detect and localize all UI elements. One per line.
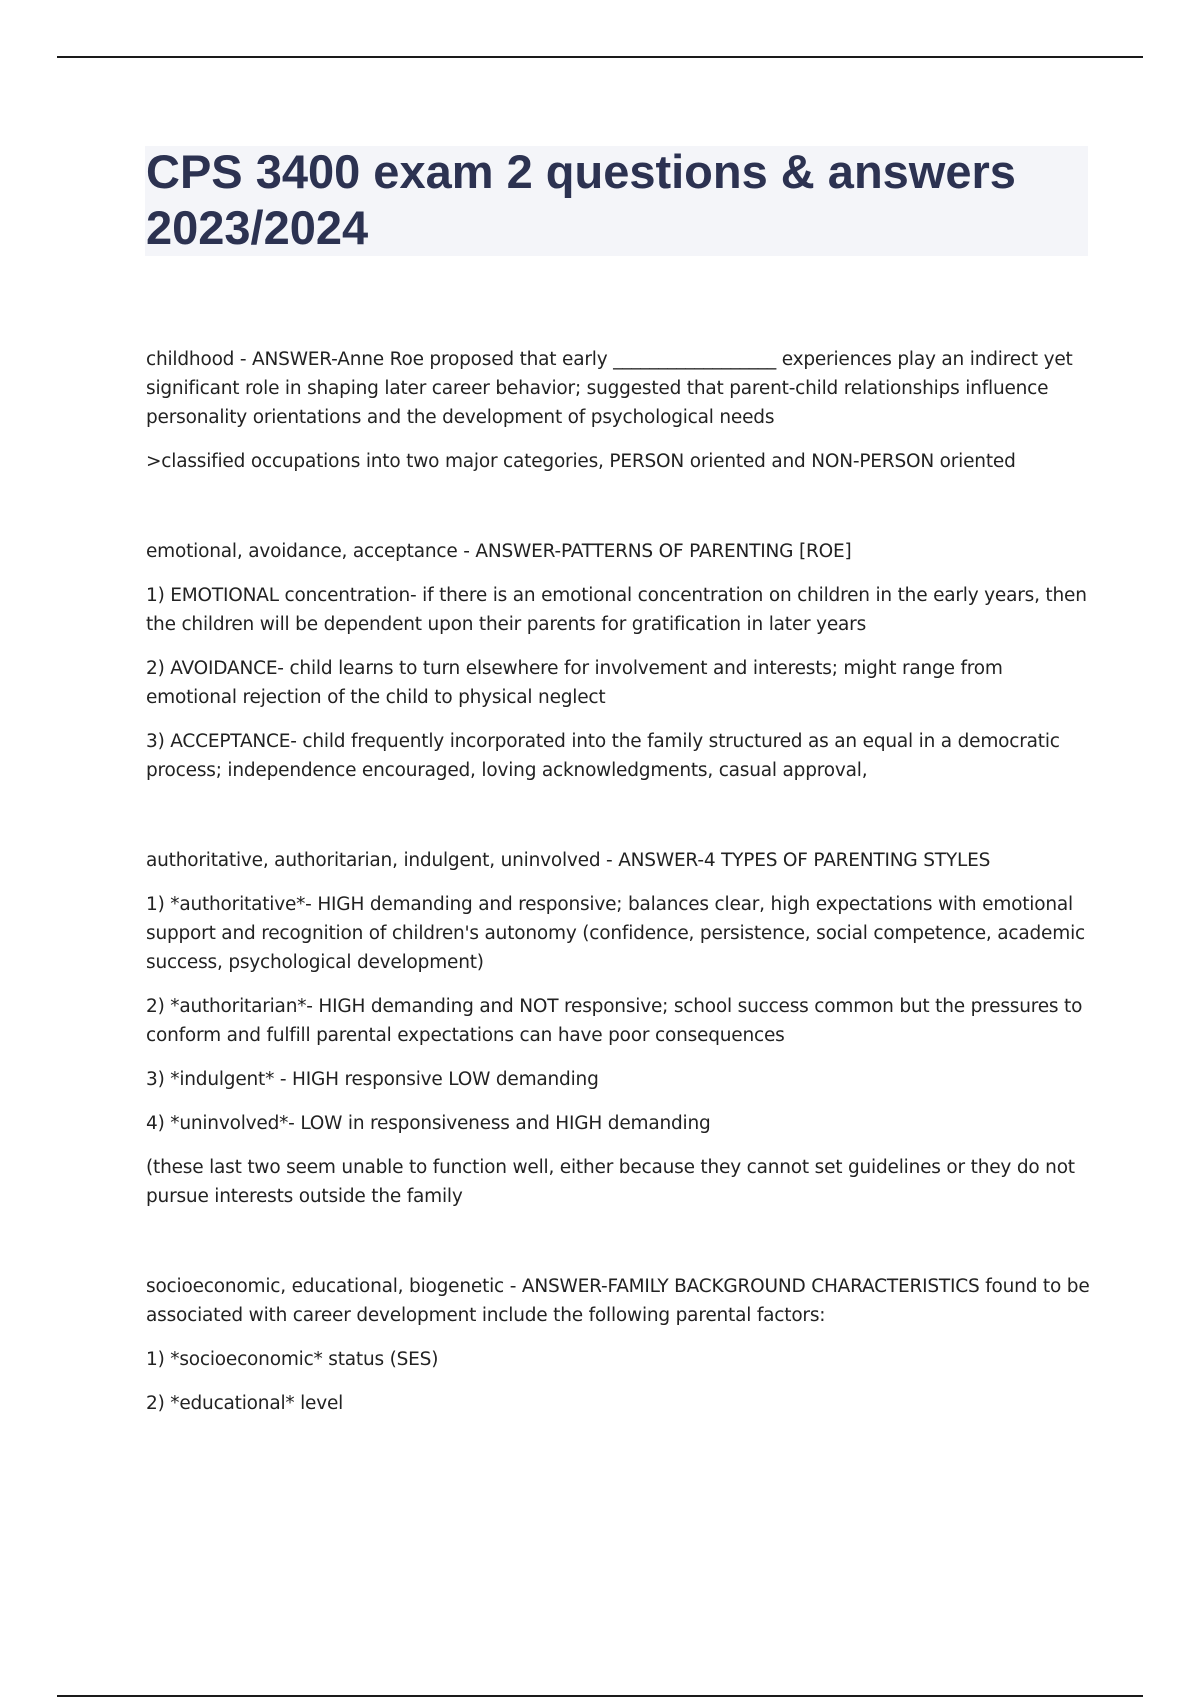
document-title: CPS 3400 exam 2 questions & answers 2023/2024 [146,145,1016,254]
qa-question-answer: childhood - ANSWER-Anne Roe proposed that early __________________ experiences play an indirect yet significant role in shaping later career behavior; suggested that parent-child relationships influence personality orientations and the development of psychological needs [146,349,1073,428]
qa-paragraph: 3) ACCEPTANCE- child frequently incorporated into the family structured as an equal in a democratic process; independence encouraged, loving acknowledgments, casual approval, [146,731,1060,781]
qa-paragraph: 2) AVOIDANCE- child learns to turn elsewhere for involvement and interests; might range from emotional rejection of the child to physical neglect [146,658,1003,708]
qa-paragraph: 1) *socioeconomic* status (SES) [146,1349,439,1370]
qa-paragraph: 1) EMOTIONAL concentration- if there is an emotional concentration on children in the early years, then the children will be dependent upon their parents for gratification in later years [146,585,1087,635]
document-body [146,345,1091,1433]
qa-paragraph: >classified occupations into two major categories, PERSON oriented and NON-PERSON oriented [146,451,1016,472]
qa-paragraph: 2) *authoritarian*- HIGH demanding and NOT responsive; school success common but the pressures to conform and fulfill parental expectations can have poor consequences [146,996,1083,1046]
qa-entry-parenting-styles [146,846,1091,1211]
qa-paragraph: 3) *indulgent* - HIGH responsive LOW demanding [146,1069,599,1090]
qa-entry-family-background [146,1272,1091,1418]
bottom-rule [57,1695,1143,1697]
qa-entry-parenting-patterns [146,537,1091,785]
qa-paragraph: 2) *educational* level [146,1393,344,1414]
qa-paragraph: (these last two seem unable to function well, either because they cannot set guidelines or they do not pursue interests outside the family [146,1157,1075,1207]
qa-entry-childhood [146,345,1091,476]
qa-paragraph: 1) *authoritative*- HIGH demanding and responsive; balances clear, high expectations with emotional support and recognition of children's autonomy (confidence, persistence, social competence, academic success, psychological development) [146,894,1085,973]
qa-question-answer: emotional, avoidance, acceptance - ANSWER-PATTERNS OF PARENTING [ROE] [146,541,852,562]
qa-paragraph: 4) *uninvolved*- LOW in responsiveness and HIGH demanding [146,1113,711,1134]
qa-question-answer: authoritative, authoritarian, indulgent, uninvolved - ANSWER-4 TYPES OF PARENTING STYLES [146,850,991,871]
qa-question-answer: socioeconomic, educational, biogenetic - ANSWER-FAMILY BACKGROUND CHARACTERISTICS found to be associated with career development include the following parental factors: [146,1276,1090,1326]
top-rule [57,56,1143,58]
